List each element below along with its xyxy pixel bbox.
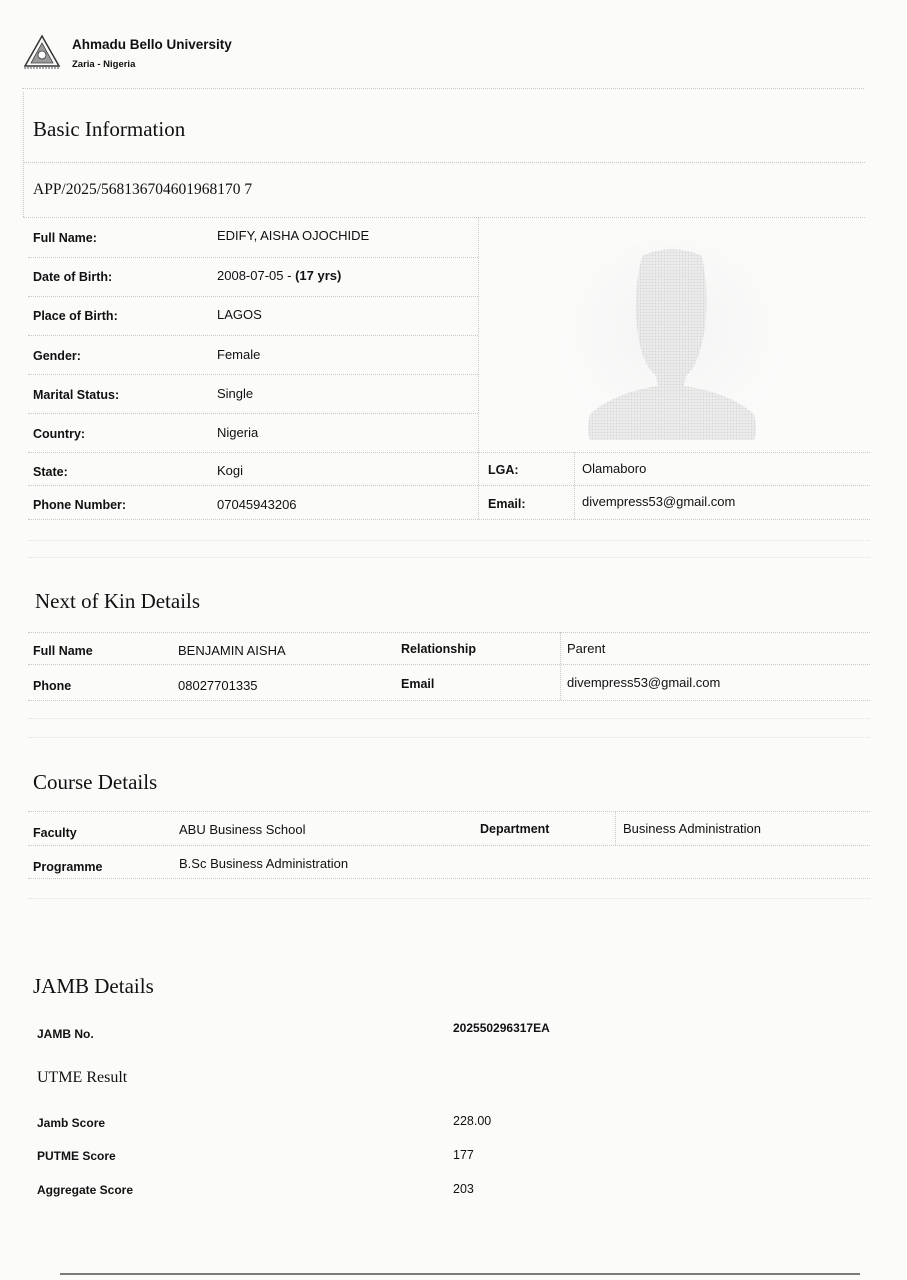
value-kin-full-name: BENJAMIN AISHA <box>178 643 286 658</box>
label-jamb-score: Jamb Score <box>37 1116 106 1130</box>
label-email: Email: <box>488 497 526 511</box>
label-date-of-birth: Date of Birth: <box>33 270 113 284</box>
university-crest-icon <box>22 34 62 70</box>
label-country: Country: <box>33 427 86 441</box>
value-gender: Female <box>217 347 261 362</box>
dob-date: 2008-07-05 - <box>217 268 296 283</box>
label-programme: Programme <box>33 860 103 874</box>
label-kin-relationship: Relationship <box>401 642 477 656</box>
value-kin-email: divempress53@gmail.com <box>567 675 721 690</box>
value-full-name: EDIFY, AISHA OJOCHIDE <box>217 228 370 243</box>
label-aggregate-score: Aggregate Score <box>37 1183 134 1197</box>
value-lga: Olamaboro <box>582 461 647 476</box>
value-faculty: ABU Business School <box>179 822 306 837</box>
value-aggregate-score: 203 <box>453 1182 474 1196</box>
label-place-of-birth: Place of Birth: <box>33 309 118 323</box>
label-faculty: Faculty <box>33 826 77 840</box>
value-state: Kogi <box>217 463 244 478</box>
section-title-basic: Basic Information <box>33 117 186 141</box>
dob-age: (17 yrs) <box>295 268 342 283</box>
section-title-jamb: JAMB Details <box>33 974 154 998</box>
university-name: Ahmadu Bello University <box>72 37 232 52</box>
label-kin-phone: Phone <box>33 679 72 693</box>
value-place-of-birth: LAGOS <box>217 307 262 322</box>
label-department: Department <box>480 822 550 836</box>
value-date-of-birth <box>217 268 341 283</box>
value-kin-phone: 08027701335 <box>178 678 258 693</box>
passport-photo <box>558 236 786 444</box>
section-title-next-of-kin: Next of Kin Details <box>35 589 201 613</box>
label-phone-number: Phone Number: <box>33 498 127 512</box>
application-number: APP/2025/568136704601968170 7 <box>33 181 253 198</box>
value-marital-status: Single <box>217 386 254 401</box>
value-country: Nigeria <box>217 425 259 440</box>
avatar-placeholder-icon <box>558 236 786 444</box>
label-kin-full-name: Full Name <box>33 644 93 658</box>
label-jamb-no: JAMB No. <box>37 1027 94 1041</box>
value-phone-number: 07045943206 <box>217 497 297 512</box>
label-full-name: Full Name: <box>33 231 97 245</box>
section-subtitle-utme: UTME Result <box>37 1069 128 1086</box>
label-gender: Gender: <box>33 349 81 363</box>
university-location: Zaria - Nigeria <box>72 59 136 70</box>
label-state: State: <box>33 465 68 479</box>
value-putme-score: 177 <box>453 1148 474 1162</box>
value-email: divempress53@gmail.com <box>582 494 736 509</box>
label-lga: LGA: <box>488 463 519 477</box>
section-title-course: Course Details <box>33 770 158 794</box>
label-kin-email: Email <box>401 677 435 691</box>
value-jamb-score: 228.00 <box>453 1114 492 1128</box>
value-programme: B.Sc Business Administration <box>179 856 349 871</box>
value-jamb-no: 202550296317EA <box>453 1021 550 1035</box>
label-marital-status: Marital Status: <box>33 388 120 402</box>
university-logo <box>22 34 62 70</box>
value-kin-relationship: Parent <box>567 641 606 656</box>
value-department: Business Administration <box>623 821 762 836</box>
page-bottom-rule <box>60 1273 860 1275</box>
label-putme-score: PUTME Score <box>37 1149 116 1163</box>
